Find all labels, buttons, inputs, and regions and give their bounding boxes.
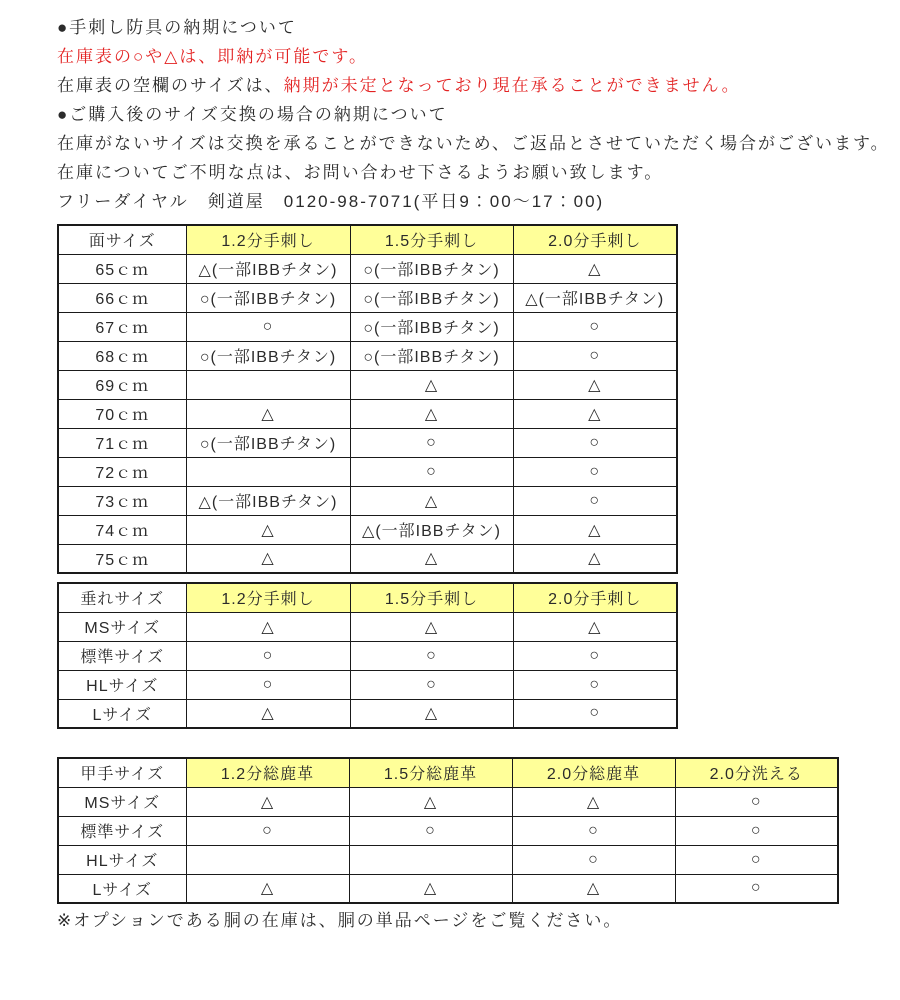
men-size-stock-availability-cell: ○(一部IBBチタン) (186, 283, 350, 312)
men-size-stock-availability-cell: ○ (186, 312, 350, 341)
men-size-stock-row (58, 544, 677, 573)
footer-note-do-stock: ※オプションである胴の在庫は、胴の単品ページをご覧ください。 (57, 911, 623, 930)
note-contact: 在庫についてご不明な点は、お問い合わせ下さるようお願い致します。 (57, 163, 664, 182)
men-size-stock-row (58, 457, 677, 486)
men-size-stock-row (58, 312, 677, 341)
tare-size-stock-row-label: MSサイズ (58, 612, 186, 641)
note-exchange-policy: 在庫がないサイズは交換を承ることができないため、ご返品とさせていただく場合がございます。 (57, 134, 890, 153)
kote-size-stock-column-header: 1.5分総鹿革 (349, 758, 512, 787)
men-size-stock-row (58, 399, 677, 428)
page-content (57, 13, 890, 952)
men-size-stock-availability-cell: △ (513, 544, 677, 573)
men-size-stock-row-label: 69ｃｍ (58, 370, 186, 399)
men-size-stock-column-header: 1.2分手刺し (186, 225, 350, 254)
men-size-stock-availability-cell: △ (186, 544, 350, 573)
section-heading-exchange: ●ご購入後のサイズ交換の場合の納期について (57, 105, 448, 124)
men-size-stock-availability-cell: ○ (513, 341, 677, 370)
men-size-stock-availability-cell: △(一部IBBチタン) (186, 254, 350, 283)
men-size-stock-row-label: 67ｃｍ (58, 312, 186, 341)
men-size-stock-availability-cell: ○ (350, 457, 513, 486)
men-size-stock-row-label: 74ｃｍ (58, 515, 186, 544)
kote-size-stock-availability-cell: ○ (512, 845, 675, 874)
men-size-stock-label-header: 面サイズ (58, 225, 186, 254)
men-size-stock-availability-cell: △ (350, 544, 513, 573)
kote-size-stock-label-header: 甲手サイズ (58, 758, 186, 787)
kote-size-stock-row-label: MSサイズ (58, 787, 186, 816)
men-size-stock-availability-cell: ○ (513, 312, 677, 341)
kote-size-stock-availability-cell: ○ (675, 787, 838, 816)
men-size-stock-column-header: 2.0分手刺し (513, 225, 677, 254)
kote-size-stock-row (58, 787, 838, 816)
men-size-stock-availability-cell: △ (513, 254, 677, 283)
men-size-stock-availability-cell: △ (513, 399, 677, 428)
tare-size-stock-availability-cell: ○ (350, 641, 513, 670)
note-blank-sizes-black: 在庫表の空欄のサイズは、 (57, 76, 284, 95)
kote-size-stock-availability-cell: ○ (675, 845, 838, 874)
tare-size-stock-row (58, 699, 677, 728)
men-size-stock-availability-cell: △(一部IBBチタン) (186, 486, 350, 515)
kote-size-stock-row (58, 874, 838, 903)
section-heading-delivery: ●手刺し防具の納期について (57, 18, 297, 37)
kote-size-stock-column-header: 2.0分洗える (675, 758, 838, 787)
kote-size-stock-availability-cell: △ (349, 787, 512, 816)
men-size-stock-availability-cell: ○(一部IBBチタン) (350, 341, 513, 370)
men-size-stock-row-label: 75ｃｍ (58, 544, 186, 573)
men-size-stock-availability-cell: △ (350, 486, 513, 515)
men-size-stock-row-label: 71ｃｍ (58, 428, 186, 457)
men-size-stock-availability-cell (186, 370, 350, 399)
kote-size-stock-row-label: Lサイズ (58, 874, 186, 903)
kote-size-stock-availability-cell: ○ (349, 816, 512, 845)
men-size-stock-availability-cell: ○ (513, 457, 677, 486)
men-size-stock-row-label: 73ｃｍ (58, 486, 186, 515)
men-size-stock-availability-cell: ○(一部IBBチタン) (186, 428, 350, 457)
men-size-stock-availability-cell: △(一部IBBチタン) (513, 283, 677, 312)
kote-size-stock-availability-cell: ○ (512, 816, 675, 845)
men-size-stock-row (58, 283, 677, 312)
note-blank-sizes (57, 71, 877, 100)
men-size-stock-row-label: 65ｃｍ (58, 254, 186, 283)
kote-size-stock-availability-cell: △ (512, 787, 675, 816)
tare-size-stock-row (58, 670, 677, 699)
men-size-stock-row (58, 428, 677, 457)
men-size-stock-row (58, 486, 677, 515)
men-size-stock-row (58, 341, 677, 370)
tare-size-stock-availability-cell: ○ (186, 670, 350, 699)
men-size-stock-availability-cell: △ (186, 399, 350, 428)
tare-size-stock-label-header: 垂れサイズ (58, 583, 186, 612)
kote-size-stock-table (57, 757, 839, 904)
men-size-stock-row-label: 72ｃｍ (58, 457, 186, 486)
tare-size-stock-availability-cell: △ (350, 612, 513, 641)
tare-size-stock-availability-cell: ○ (513, 699, 677, 728)
tare-size-stock-availability-cell: ○ (513, 670, 677, 699)
tare-size-stock-availability-cell: △ (186, 612, 350, 641)
men-size-stock-availability-cell: ○ (350, 428, 513, 457)
men-size-stock-availability-cell: △ (513, 515, 677, 544)
tare-size-stock-row (58, 612, 677, 641)
tare-size-stock-row (58, 641, 677, 670)
tare-size-stock-row-label: 標準サイズ (58, 641, 186, 670)
kote-size-stock-header-row (58, 758, 838, 787)
men-size-stock-column-header: 1.5分手刺し (350, 225, 513, 254)
kote-size-stock-availability-cell: ○ (675, 816, 838, 845)
men-size-stock-availability-cell: ○(一部IBBチタン) (186, 341, 350, 370)
men-size-stock-availability-cell: ○(一部IBBチタン) (350, 254, 513, 283)
men-size-stock-availability-cell: △(一部IBBチタン) (350, 515, 513, 544)
men-size-stock-row (58, 515, 677, 544)
men-size-stock-row-label: 68ｃｍ (58, 341, 186, 370)
men-size-stock-availability-cell: △ (350, 399, 513, 428)
tare-size-stock-availability-cell: ○ (186, 641, 350, 670)
men-size-stock-availability-cell: ○(一部IBBチタン) (350, 283, 513, 312)
men-size-stock-availability-cell (186, 457, 350, 486)
kote-size-stock-availability-cell: △ (349, 874, 512, 903)
kote-size-stock-availability-cell: ○ (675, 874, 838, 903)
tare-size-stock-availability-cell: ○ (513, 641, 677, 670)
kote-size-stock-row (58, 845, 838, 874)
men-size-stock-header-row (58, 225, 677, 254)
kote-size-stock-availability-cell: ○ (186, 816, 349, 845)
kote-size-stock-availability-cell: △ (512, 874, 675, 903)
men-size-stock-row (58, 370, 677, 399)
note-phone-number: フリーダイヤル 剣道屋 0120-98-7071(平日9：00～17：00) (57, 192, 605, 211)
kote-size-stock-availability-cell: △ (186, 787, 349, 816)
note-blank-sizes-red: 納期が未定となっており現在承ることができません。 (283, 76, 741, 95)
men-size-stock-row-label: 66ｃｍ (58, 283, 186, 312)
men-size-stock-row-label: 70ｃｍ (58, 399, 186, 428)
kote-size-stock-row-label: HLサイズ (58, 845, 186, 874)
tare-size-stock-row-label: Lサイズ (58, 699, 186, 728)
tare-size-stock-availability-cell: ○ (350, 670, 513, 699)
men-size-stock-availability-cell: △ (186, 515, 350, 544)
kote-size-stock-availability-cell (349, 845, 512, 874)
tare-size-stock-availability-cell: △ (350, 699, 513, 728)
kote-size-stock-availability-cell: △ (186, 874, 349, 903)
tare-size-stock-table (57, 582, 678, 729)
men-size-stock-availability-cell: △ (350, 370, 513, 399)
kote-size-stock-row-label: 標準サイズ (58, 816, 186, 845)
note-immediate-delivery: 在庫表の○や△は、即納が可能です。 (57, 47, 368, 66)
men-size-stock-row (58, 254, 677, 283)
men-size-stock-availability-cell: ○ (513, 486, 677, 515)
tare-size-stock-column-header: 1.2分手刺し (186, 583, 350, 612)
tare-size-stock-column-header: 1.5分手刺し (350, 583, 513, 612)
tare-size-stock-column-header: 2.0分手刺し (513, 583, 677, 612)
tare-size-stock-row-label: HLサイズ (58, 670, 186, 699)
tare-size-stock-availability-cell: △ (186, 699, 350, 728)
kote-size-stock-column-header: 1.2分総鹿革 (186, 758, 349, 787)
tare-size-stock-header-row (58, 583, 677, 612)
kote-size-stock-row (58, 816, 838, 845)
men-size-stock-table (57, 224, 678, 574)
men-size-stock-availability-cell: △ (513, 370, 677, 399)
kote-size-stock-column-header: 2.0分総鹿革 (512, 758, 675, 787)
tare-size-stock-availability-cell: △ (513, 612, 677, 641)
kote-size-stock-availability-cell (186, 845, 349, 874)
men-size-stock-availability-cell: ○(一部IBBチタン) (350, 312, 513, 341)
men-size-stock-availability-cell: ○ (513, 428, 677, 457)
